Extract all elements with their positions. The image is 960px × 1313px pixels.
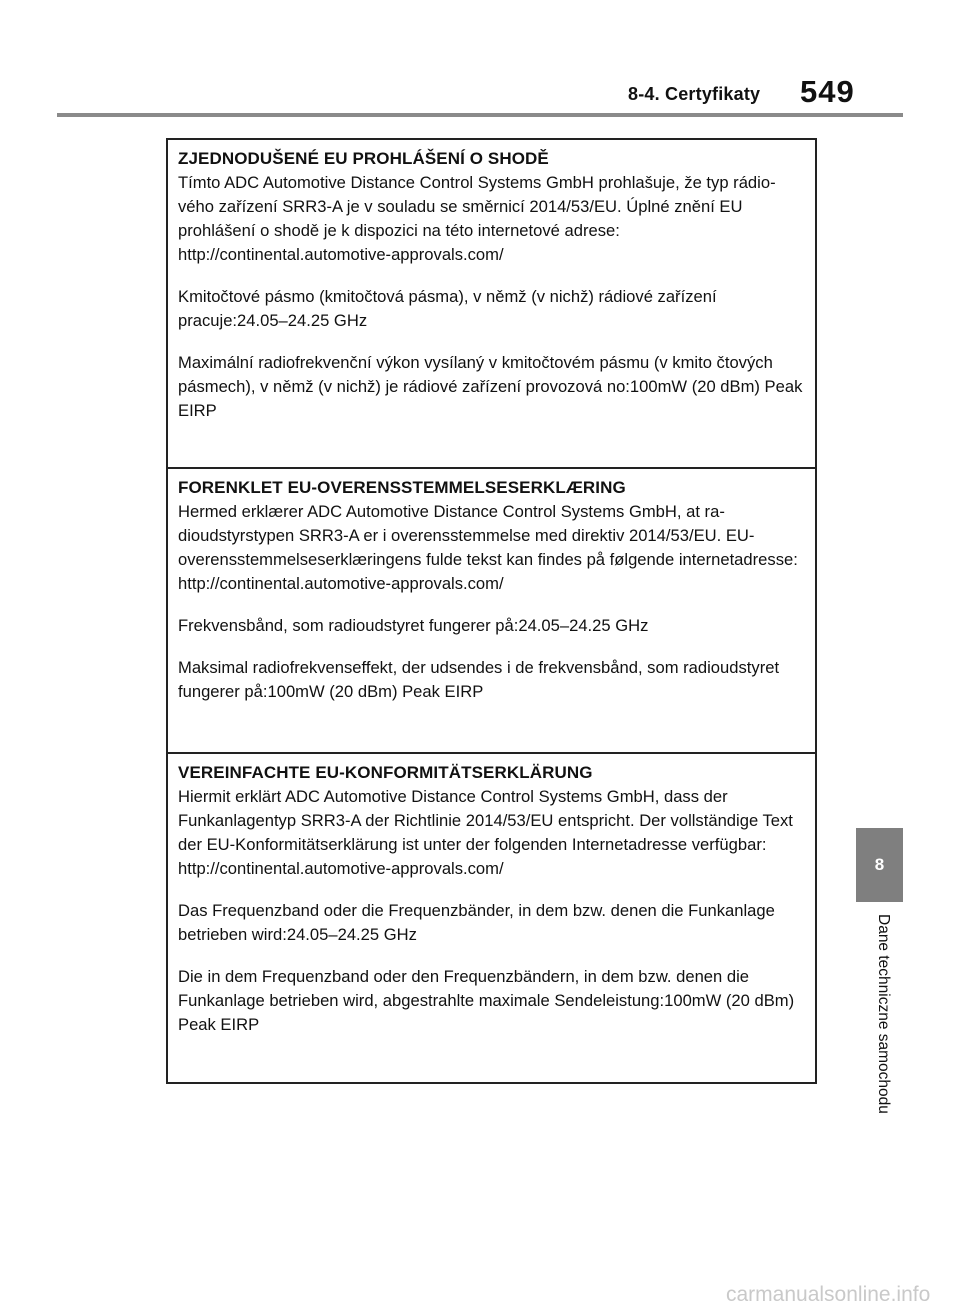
header-divider bbox=[57, 113, 903, 117]
declaration-statement: Hiermit erklärt ADC Automotive Distance Control Systems GmbH, dass der Funkanlagentyp SRR3-A der Richtlinie 2014/53/EU entspricht. Der vollständige Text der EU-Konformitätserklärung ist unter der folgenden Internetadresse verfügbar: bbox=[178, 787, 793, 854]
frequency-band-text: Kmitočtové pásmo (kmitočtová pásma), v němž (v nichž) rádiové zařízení pracuje:24.05–24.25 GHz bbox=[178, 287, 717, 330]
declaration-title: FORENKLET EU-OVERENSSTEMMELSESERKLÆRING bbox=[178, 478, 626, 497]
chapter-title: Dane techniczne samochodu bbox=[875, 914, 892, 1114]
page-number: 549 bbox=[800, 74, 855, 109]
frequency-band-text: Das Frequenzband oder die Frequenzbänder, in dem bzw. denen die Funkanlage betrieben wird:24.05–24.25 GHz bbox=[178, 901, 775, 944]
certificate-box bbox=[166, 138, 817, 1084]
chapter-tab bbox=[856, 828, 903, 902]
chapter-number: 8 bbox=[874, 855, 885, 874]
declaration-text bbox=[178, 500, 805, 596]
declaration-statement: Hermed erklærer ADC Automotive Distance Control Systems GmbH, at ra-dioudstyrstypen SRR3-A er i overensstemmelse med direktiv 2014/53/EU. EU-overensstemmelseserklæringens fulde tekst kan findes på følgende internetadresse: bbox=[178, 502, 798, 569]
declaration-statement: Tímto ADC Automotive Distance Control Systems GmbH prohlašuje, že typ rádio-vého zařízení SRR3-A je v souladu se směrnicí 2014/53/EU. Úplné znění EU prohlášení o shodě je k dispozici na této internetové adrese: bbox=[178, 173, 776, 240]
declaration-url: http://continental.automotive-approvals.com/ bbox=[178, 859, 504, 878]
declaration-section-danish bbox=[168, 467, 815, 752]
section-heading: 8-4. Certyfikaty bbox=[628, 84, 761, 104]
declaration-title: VEREINFACHTE EU-KONFORMITÄTSERKLÄRUNG bbox=[178, 763, 593, 782]
max-power-text: Maksimal radiofrekvenseffekt, der udsendes i de frekvensbånd, som radioudstyret fungerer på:100mW (20 dBm) Peak EIRP bbox=[178, 658, 780, 701]
declaration-title: ZJEDNODUŠENÉ EU PROHLÁŠENÍ O SHODĚ bbox=[178, 149, 549, 168]
declaration-text bbox=[178, 785, 805, 881]
declaration-url: http://continental.automotive-approvals.com/ bbox=[178, 574, 504, 593]
declaration-url: http://continental.automotive-approvals.com/ bbox=[178, 245, 504, 264]
declaration-text bbox=[178, 171, 805, 267]
frequency-band-text: Frekvensbånd, som radioudstyret fungerer på:24.05–24.25 GHz bbox=[178, 616, 649, 635]
max-power-text: Die in dem Frequenzband oder den Frequenzbändern, in dem bzw. denen die Funkanlage betrieben wird, abgestrahlte maximale Sendeleistung:100mW (20 dBm) Peak EIRP bbox=[178, 967, 795, 1034]
max-power-text: Maximální radiofrekvenční výkon vysílaný v kmitočtovém pásmu (v kmito čtových pásmech), v němž (v nichž) je rádiové zařízení provozová no:100mW (20 dBm) Peak EIRP bbox=[178, 353, 803, 420]
declaration-section-czech bbox=[168, 140, 815, 467]
watermark: carmanualsonline.info bbox=[726, 1283, 931, 1306]
declaration-section-german bbox=[168, 752, 815, 1082]
